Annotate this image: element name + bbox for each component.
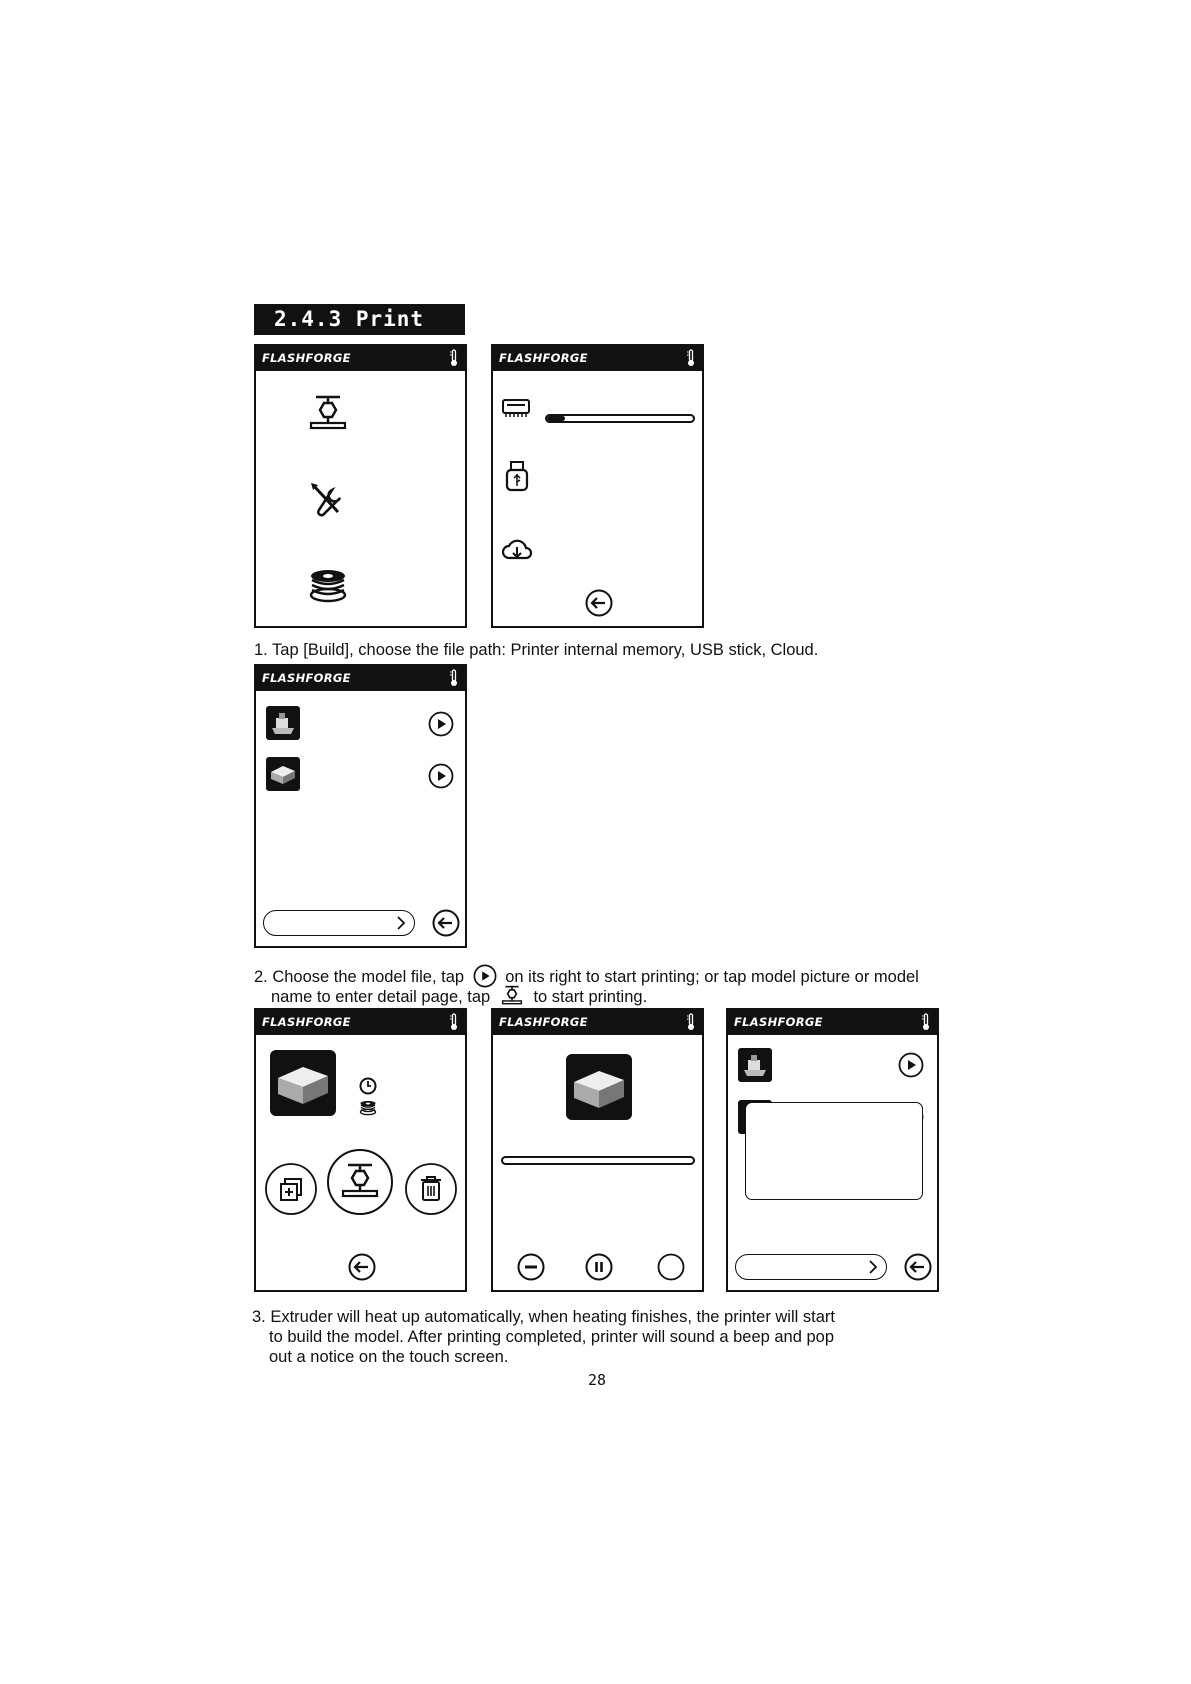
step-3-text <box>252 1307 835 1367</box>
step-1-text: 1. Tap [Build], choose the file path: Printer internal memory, USB stick, Cloud. <box>254 641 819 659</box>
model-thumbnail-box[interactable] <box>266 757 300 791</box>
filament-spool-icon <box>308 568 348 604</box>
page-number: 28 <box>588 1371 607 1389</box>
back-button[interactable] <box>348 1253 376 1281</box>
title-bar <box>493 1010 702 1035</box>
brand-logo: FLASHFORGE <box>734 1015 823 1029</box>
usb-stick-icon <box>505 460 529 494</box>
copy-icon <box>264 1162 318 1216</box>
stop-button[interactable] <box>517 1253 545 1281</box>
more-button[interactable] <box>657 1253 685 1281</box>
back-arrow-icon <box>432 909 460 937</box>
model-thumbnail-benchy[interactable] <box>738 1048 772 1082</box>
back-button[interactable] <box>904 1253 932 1281</box>
back-arrow-icon <box>348 1253 376 1281</box>
step-2-line1-end: on its right to start printing; or tap model picture or model <box>505 968 919 986</box>
internal-memory-icon <box>501 398 531 420</box>
step-2-text-line2 <box>271 985 647 1007</box>
screen-main-menu <box>254 344 467 628</box>
step-3-line3: out a notice on the touch screen. <box>269 1348 509 1366</box>
build-nozzle-icon <box>326 1148 394 1216</box>
step-2-line2-end: to start printing. <box>533 988 648 1006</box>
play-button[interactable] <box>428 763 454 789</box>
copy-button[interactable] <box>264 1162 318 1216</box>
print-progress-bar <box>501 1156 695 1165</box>
pause-button[interactable] <box>585 1253 613 1281</box>
section-title: 2.4.3 Print <box>254 304 465 335</box>
tools-button[interactable] <box>308 480 348 520</box>
title-bar <box>493 346 702 371</box>
step-3-line2: to build the model. After printing completed, printer will sound a beep and pop <box>269 1328 835 1346</box>
tools-icon <box>308 480 348 520</box>
build-button[interactable] <box>308 394 348 434</box>
thermometer-icon[interactable] <box>449 669 459 687</box>
play-button[interactable] <box>898 1052 924 1078</box>
thermometer-icon[interactable] <box>686 349 696 367</box>
chevron-right-icon <box>868 1260 878 1274</box>
thermometer-icon[interactable] <box>921 1013 931 1031</box>
play-icon <box>428 763 454 789</box>
title-bar <box>256 1010 465 1035</box>
build-nozzle-icon <box>501 985 523 1007</box>
thermometer-icon[interactable] <box>449 349 459 367</box>
brand-logo: FLASHFORGE <box>262 351 351 365</box>
cloud-option[interactable] <box>501 538 533 562</box>
brand-logo: FLASHFORGE <box>499 351 588 365</box>
cloud-download-icon <box>501 538 533 562</box>
step-3-line1: 3. Extruder will heat up automatically, when heating finishes, the printer will start <box>252 1308 835 1326</box>
screen-print-complete <box>726 1008 939 1292</box>
screen-file-list <box>254 664 467 948</box>
thermometer-icon[interactable] <box>686 1013 696 1031</box>
back-arrow-icon <box>585 589 613 617</box>
chevron-right-icon <box>396 916 406 930</box>
model-thumbnail-benchy[interactable] <box>266 706 300 740</box>
filament-button[interactable] <box>308 568 348 604</box>
completion-notice-popup[interactable] <box>745 1102 923 1200</box>
play-icon <box>898 1052 924 1078</box>
back-button[interactable] <box>432 909 460 937</box>
delete-button[interactable] <box>404 1162 458 1216</box>
minus-icon <box>517 1253 545 1281</box>
memory-usage-bar <box>545 414 695 423</box>
title-bar <box>728 1010 937 1035</box>
build-nozzle-icon <box>308 394 348 434</box>
title-bar <box>256 666 465 691</box>
pause-icon <box>585 1253 613 1281</box>
brand-logo: FLASHFORGE <box>499 1015 588 1029</box>
thermometer-icon[interactable] <box>449 1013 459 1031</box>
play-icon <box>428 711 454 737</box>
print-time-row <box>359 1077 377 1095</box>
brand-logo: FLASHFORGE <box>262 671 351 685</box>
next-page-button[interactable] <box>735 1254 887 1280</box>
screen-file-path <box>491 344 704 628</box>
screen-printing <box>491 1008 704 1292</box>
internal-memory-option[interactable] <box>501 398 531 420</box>
filament-usage-row <box>359 1100 377 1116</box>
step-2-line2-start: name to enter detail page, tap <box>271 988 491 1006</box>
step-2-line1-start: 2. Choose the model file, tap <box>254 968 465 986</box>
back-button[interactable] <box>585 589 613 617</box>
start-print-button[interactable] <box>326 1148 394 1216</box>
back-arrow-icon <box>904 1253 932 1281</box>
circle-icon <box>657 1253 685 1281</box>
brand-logo: FLASHFORGE <box>262 1015 351 1029</box>
trash-icon <box>404 1162 458 1216</box>
next-page-button[interactable] <box>263 910 415 936</box>
model-preview <box>270 1050 336 1116</box>
filament-spool-icon <box>359 1100 377 1116</box>
play-button[interactable] <box>428 711 454 737</box>
usb-option[interactable] <box>505 460 529 494</box>
title-bar <box>256 346 465 371</box>
clock-icon <box>359 1077 377 1095</box>
model-preview <box>566 1054 632 1120</box>
screen-model-detail <box>254 1008 467 1292</box>
memory-usage-fill <box>547 416 565 421</box>
